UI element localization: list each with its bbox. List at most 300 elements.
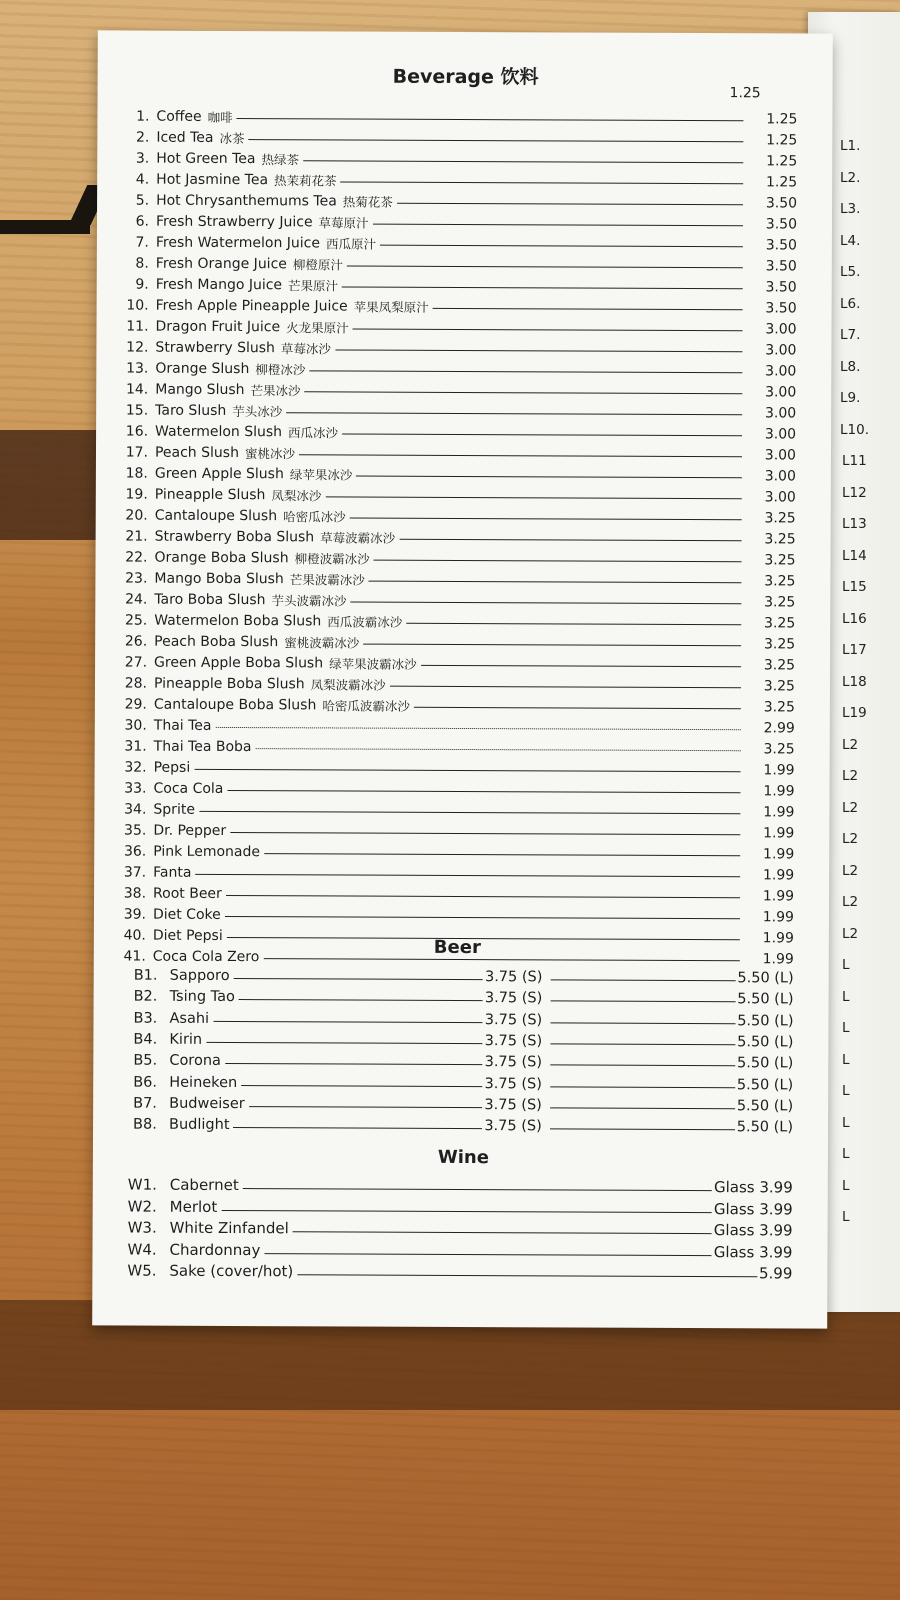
item-name: Fresh Apple Pineapple Juice [155,297,348,315]
leader-line [199,811,740,814]
item-chinese-name: 哈密瓜波霸冰沙 [322,697,410,714]
item-price: 3.25 [763,741,795,758]
item-number: 25. [124,612,148,629]
folded-item-code: L2 [842,862,859,879]
item-name: Cantaloupe Slush [154,507,278,525]
small-price: 3.75 (S) [484,969,543,986]
item-name: Taro Slush [155,402,227,419]
item-chinese-name: 草莓原汁 [318,214,369,231]
leader-line [341,181,744,184]
beverage-item [116,481,796,504]
item-price: 3.00 [764,489,796,506]
leader-line [390,686,741,689]
folded-item-code: L16 [842,610,867,627]
folded-item-code: L [842,1209,850,1225]
leader-line [550,1022,735,1024]
beverage-item [115,565,795,588]
beverage-menu-page [92,30,833,1328]
item-chinese-name: 芒果波霸冰沙 [289,571,365,588]
item-name: Orange Slush [155,360,250,378]
folded-item-code: L1. [840,138,861,154]
leader-line [239,999,483,1001]
item-number: 38. [123,885,147,902]
beverage-item [117,103,797,126]
leader-line [255,748,740,751]
beverage-item [114,838,794,861]
leader-line [303,160,743,163]
item-number: 41. [123,948,146,965]
first-price: 1.25 [729,85,761,102]
beverage-item [116,460,796,483]
item-price: 3.50 [765,258,797,275]
item-name: Hot Chrysanthemums Tea [156,192,337,210]
item-number: 23. [125,570,148,587]
item-price: 3.25 [763,636,796,653]
item-price: 1.25 [765,174,798,191]
leader-line [380,245,743,248]
folded-item-code: L8. [840,358,861,375]
beer-item [133,1006,793,1029]
leader-line [226,895,740,898]
item-number: 35. [124,822,147,839]
leader-line [351,602,742,605]
beverage-item [116,397,796,420]
beverage-item [115,586,795,609]
beverage-item [115,607,795,630]
beverage-item [116,376,796,399]
leader-line [234,1127,483,1129]
item-chinese-name: 热茉莉花茶 [274,172,337,188]
item-number: 14. [125,381,149,398]
item-name: Watermelon Slush [155,423,283,441]
item-chinese-name: 苹果凤梨原汁 [353,299,429,315]
beverage-item [116,523,796,546]
wine-item [127,1260,792,1283]
beverage-item [115,628,795,651]
folded-item-code: L11 [842,453,867,469]
item-price: 3.25 [764,531,796,548]
item-number: 1. [136,108,150,125]
item-chinese-name: 热绿茶 [261,151,300,167]
folded-item-code: L [842,1020,850,1036]
item-name: Diet Coke [152,906,221,923]
item-price: 3.25 [763,657,796,674]
item-price: 1.99 [763,825,795,842]
item-price: 3.00 [764,468,796,485]
leader-line [399,539,741,541]
leader-line [237,118,744,121]
item-number: 39. [123,906,147,923]
item-price: 3.00 [765,321,797,338]
item-name: Budlight [169,1116,230,1134]
folded-item-code: L6. [840,295,861,312]
large-price: 5.50 (L) [737,1034,794,1051]
item-number: 19. [125,486,148,503]
item-price: Glass 3.99 [713,1221,793,1240]
item-name: Fresh Mango Juice [155,276,283,294]
beverage-item [117,271,797,294]
small-price: 3.75 (S) [484,1032,543,1050]
large-price: 5.50 (L) [736,1097,794,1115]
folded-item-code: L [842,1083,850,1099]
item-name: Heineken [169,1074,238,1091]
item-name: Mango Boba Slush [154,570,284,588]
item-number: 34. [124,801,147,818]
small-price: 3.75 (S) [484,1011,543,1028]
leader-line [213,1021,483,1023]
leader-line [374,560,742,563]
folded-item-code: L4. [840,232,861,249]
item-code: W5. [127,1261,157,1280]
item-number: 31. [124,738,147,755]
item-name: Peach Boba Slush [154,633,279,651]
beverage-item [117,292,797,315]
item-name: Pink Lemonade [153,843,261,861]
beer-item [133,1091,793,1114]
leader-line [216,727,741,730]
item-name: Sake (cover/hot) [169,1261,294,1281]
beer-item [133,1113,793,1136]
beverage-item [117,250,797,273]
leader-line [421,665,741,667]
beverage-item [117,166,797,189]
item-chinese-name: 哈密瓜冰沙 [283,508,346,524]
folded-item-code: L12 [842,484,867,501]
item-chinese-name: 凤梨波霸冰沙 [310,676,386,693]
item-number: 24. [125,591,148,608]
item-name: Pineapple Slush [154,486,266,504]
item-number: 17. [125,444,149,461]
item-name: Strawberry Slush [155,339,275,357]
item-name: Taro Boba Slush [154,591,266,609]
item-number: 11. [126,318,149,335]
item-name: Coffee [156,108,202,125]
folded-item-code: L2 [842,831,859,847]
item-number: 18. [125,465,148,482]
leader-line [305,391,743,394]
item-chinese-name: 凤梨冰沙 [271,487,322,503]
item-price: 3.00 [764,426,797,443]
beverage-item [116,334,796,357]
item-chinese-name: 蜜桃波霸冰沙 [284,634,360,651]
item-price: 3.25 [763,678,796,695]
item-name: Root Beer [153,885,222,902]
item-code: B7. [133,1095,157,1112]
item-name: White Zinfandel [169,1218,289,1238]
beverage-item [115,649,795,672]
leader-line [433,308,743,310]
item-number: 8. [135,255,149,272]
item-chinese-name: 柳橙波霸冰沙 [294,550,370,567]
item-price: 1.99 [762,951,794,968]
folded-item-code: L18 [842,673,867,690]
item-name: Asahi [169,1010,210,1027]
item-code: B4. [133,1031,158,1048]
item-name: Coca Cola Zero [152,948,260,966]
folded-item-code: L2. [840,169,861,186]
beverage-item [114,880,794,903]
leader-line [293,1231,712,1234]
small-price: 3.75 (S) [484,1118,542,1135]
item-price: 3.50 [765,195,798,212]
beverage-item [117,313,797,336]
item-price: Glass 3.99 [713,1178,793,1197]
leader-line [243,1188,712,1191]
large-price: 5.50 (L) [736,1055,794,1072]
item-number: 37. [123,864,147,881]
item-price: 1.25 [766,132,798,149]
item-number: 29. [124,696,147,713]
item-number: 30. [124,717,147,734]
folded-item-code: L [842,988,850,1005]
item-number: 21. [125,528,148,545]
item-name: Sapporo [169,967,230,984]
item-number: 22. [125,549,148,566]
item-number: 2. [135,129,150,146]
leader-line [225,1063,483,1065]
beer-item [133,1049,793,1072]
large-price: 5.50 (L) [736,1076,794,1093]
beverage-item [115,733,795,756]
leader-line [225,916,740,919]
item-number: 15. [125,402,149,419]
beverage-item [116,502,796,525]
item-code: W4. [127,1240,157,1259]
beverage-item [114,796,794,819]
beer-item [134,964,794,987]
folded-item-code: L15 [842,579,867,595]
item-price: 3.00 [764,405,797,422]
wine-item [128,1217,793,1240]
item-name: Sprite [153,801,195,818]
item-number: 40. [123,927,146,944]
leader-line [397,203,743,206]
beverage-item [117,208,797,231]
item-chinese-name: 芒果冰沙 [250,382,301,398]
leader-line [363,644,741,647]
item-price: 3.50 [765,300,797,317]
folded-item-code: L9. [840,390,861,406]
item-price: 5.99 [758,1264,793,1283]
item-name: Hot Jasmine Tea [156,171,269,189]
item-name: Strawberry Boba Slush [154,528,315,546]
item-price: 3.25 [764,615,796,632]
beer-item [133,1070,793,1093]
item-price: 3.00 [765,342,797,359]
item-price: 3.25 [763,699,795,716]
item-price: 1.25 [766,111,798,128]
folded-item-code: L17 [842,642,867,658]
item-number: 27. [124,654,148,671]
leader-line [350,518,742,521]
beverage-item [117,187,797,210]
large-price: 5.50 (L) [737,1012,794,1030]
item-price: 1.99 [763,762,795,779]
item-chinese-name: 芋头波霸冰沙 [271,592,347,608]
item-price: 1.99 [762,888,795,905]
item-name: Green Apple Slush [154,465,284,483]
item-chinese-name: 西瓜原汁 [325,235,377,252]
small-price: 3.75 (S) [484,1075,542,1092]
beverage-item [116,355,796,378]
folded-item-code: L3. [840,201,861,217]
item-number: 5. [135,192,150,209]
item-chinese-name: 绿苹果波霸冰沙 [329,655,417,672]
item-code: W3. [127,1218,157,1237]
item-price: 3.50 [765,237,797,254]
leader-line [309,370,742,373]
beverage-item [114,859,794,882]
item-price: 1.25 [766,153,798,170]
beverage-item [116,439,796,462]
leader-line [342,433,742,436]
folded-item-code: L [842,1051,850,1068]
item-name: Pineapple Boba Slush [153,675,305,693]
item-number: 6. [135,213,150,230]
leader-line [263,958,739,961]
item-name: Peach Slush [154,444,240,462]
item-name: Thai Tea [153,717,212,734]
folded-item-code: L2 [842,736,859,753]
leader-line [286,412,742,415]
item-name: Budweiser [169,1095,245,1112]
item-code: B1. [133,967,158,984]
item-name: Fresh Watermelon Juice [155,234,321,252]
beverage-item [115,670,795,693]
beverage-item [115,712,795,735]
item-name: Cantaloupe Boba Slush [153,696,317,714]
item-name: Iced Tea [156,129,214,146]
item-price: 3.00 [765,363,797,380]
wine-item [128,1195,793,1218]
leader-line [221,1209,712,1212]
item-chinese-name: 冰茶 [219,130,245,146]
folded-item-code: L2 [842,799,859,816]
beer-item [133,1027,793,1050]
item-price: 3.25 [764,573,796,590]
item-name: Fanta [153,864,192,881]
item-price: 3.50 [765,216,798,233]
beverage-item [116,418,796,441]
item-number: 16. [125,423,149,440]
leader-line [353,329,743,332]
leader-line [406,623,741,625]
item-chinese-name: 柳橙原汁 [292,256,343,272]
leader-line [264,1253,711,1256]
item-price: 1.99 [763,846,795,863]
leader-line [206,1042,483,1044]
beverage-item [114,901,794,924]
folded-item-code: L13 [842,516,867,532]
folded-item-code: L2 [842,925,859,942]
leader-line [356,476,742,479]
folded-item-code: L [842,1114,850,1131]
beverage-item [115,691,795,714]
leader-line [550,1065,735,1067]
item-name: Fresh Orange Juice [155,255,287,273]
leader-line [342,286,743,289]
item-name: Cabernet [169,1175,239,1195]
leader-line [369,581,742,584]
leader-line [299,454,742,457]
beverage-heading: Beverage 饮料 [392,65,539,89]
item-number: 36. [123,843,147,860]
item-price: 1.99 [762,867,795,884]
small-price: 3.75 (S) [484,990,543,1007]
item-name: Merlot [169,1197,218,1216]
item-price: Glass 3.99 [713,1242,793,1261]
item-chinese-name: 西瓜波霸冰沙 [327,613,403,630]
item-name: Corona [169,1052,221,1070]
item-chinese-name: 草莓冰沙 [280,340,331,356]
leader-line [550,1107,735,1109]
item-chinese-name: 咖啡 [207,109,233,125]
beverage-item [115,544,795,567]
item-name: Pepsi [153,759,191,776]
item-code: B8. [133,1116,157,1133]
item-code: B6. [133,1074,158,1091]
item-price: 1.99 [762,909,794,926]
item-chinese-name: 草莓波霸冰沙 [320,529,396,546]
folded-item-code: L7. [840,327,861,343]
folded-item-code: L10. [840,421,869,438]
folded-item-code: L [842,1177,850,1194]
leader-line [550,979,735,981]
leader-line [550,1086,735,1088]
item-name: Watermelon Boba Slush [154,612,322,630]
folded-item-code: L19 [842,705,867,721]
leader-line [325,496,741,499]
item-price: 3.00 [765,384,797,401]
item-name: Tsing Tao [169,989,235,1006]
item-name: Dragon Fruit Juice [155,318,281,336]
beverage-item [117,145,797,168]
item-chinese-name: 芋头冰沙 [232,403,283,419]
wine-item [128,1174,793,1197]
item-name: Hot Green Tea [156,150,256,168]
beverage-item [117,124,797,147]
large-price: 5.50 (L) [737,970,794,987]
item-price: 1.99 [763,783,795,800]
item-price: 3.25 [764,510,796,527]
item-number: 20. [125,507,148,524]
item-number: 12. [126,339,149,356]
item-price: 1.99 [762,930,794,947]
item-name: Green Apple Boba Slush [154,654,324,672]
leader-line [550,1128,735,1130]
item-name: Fresh Strawberry Juice [155,213,313,231]
item-name: Thai Tea Boba [153,738,252,756]
item-price: 3.25 [764,552,796,569]
leader-line [227,937,740,940]
folded-item-code: L2 [842,768,859,784]
leader-line [550,1001,735,1003]
item-price: Glass 3.99 [713,1199,793,1218]
beverage-item [114,775,794,798]
item-name: Dr. Pepper [153,822,227,839]
item-chinese-name: 热菊花茶 [342,193,393,210]
wine-item [127,1238,792,1261]
item-chinese-name: 芒果原汁 [288,277,339,293]
item-name: Diet Pepsi [152,927,223,944]
item-code: B5. [133,1052,158,1069]
beer-heading: Beer [433,936,481,959]
item-number: 13. [126,360,149,377]
item-number: 32. [124,759,147,776]
small-price: 3.75 (S) [484,1054,543,1071]
item-number: 10. [126,297,149,314]
item-price: 1.99 [763,804,795,821]
